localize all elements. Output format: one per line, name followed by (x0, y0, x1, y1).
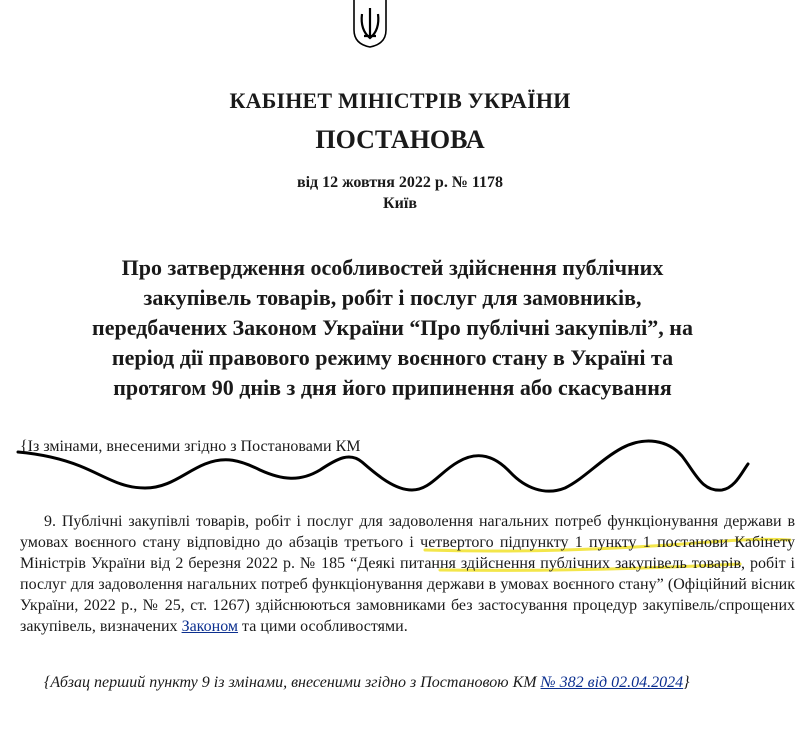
document-title (20, 253, 765, 403)
note-text: {Абзац перший пункту 9 із змінами, внесеними згідно з Постановою КМ (44, 674, 541, 691)
title-line: Про затвердження особливостей здійснення публічних (121, 255, 664, 280)
paragraph-text: 9. Публічні закупівлі товарів, робіт і послуг для задоволення нагальних потреб функціонування держави в умовах воєнного стану відповідно до абзаців третього і четвертого підпункту 1 пункту 1 постанови Кабінету Міністрів України від 2 березня 2022 р. № 185 “Деякі питання здійснення публічних закупівель товарів, робіт і послуг для задоволення нагальних потреб функціонування держави в умовах воєнного стану” (Офіційний вісник України, 2022 р., № 25, ст. 1267) здійснюються замовниками без застосування процедур закупівель/спрощених закупівель, визначених (20, 513, 795, 635)
paragraph-9 (20, 511, 795, 637)
paragraph-text-end: та цими особливостями. (238, 618, 408, 635)
amendments-note: {Із змінами, внесеними згідно з Постановами КМ (20, 438, 361, 455)
paragraph-note (20, 672, 795, 693)
organization-name: КАБІНЕТ МІНІСТРІВ УКРАЇНИ (229, 88, 571, 113)
note-closing: } (683, 674, 690, 691)
scribble-redaction (0, 400, 800, 510)
title-line: протягом 90 днів з дня його припинення або скасування (113, 375, 672, 400)
title-line: період дії правового режиму воєнного стану в Україні та (111, 345, 674, 370)
title-line: закупівель товарів, робіт і послуг для замовників, (143, 285, 642, 310)
coat-of-arms-icon (340, 0, 400, 48)
document-city: Київ (383, 195, 417, 212)
title-line: передбачених Законом України “Про публічні закупівлі”, на (92, 315, 693, 340)
law-link[interactable]: Законом (181, 618, 239, 635)
document-date: від 12 жовтня 2022 р. № 1178 (296, 174, 504, 191)
resolution-link[interactable]: № 382 від 02.04.2024 (540, 674, 684, 691)
document-type: ПОСТАНОВА (315, 125, 485, 154)
